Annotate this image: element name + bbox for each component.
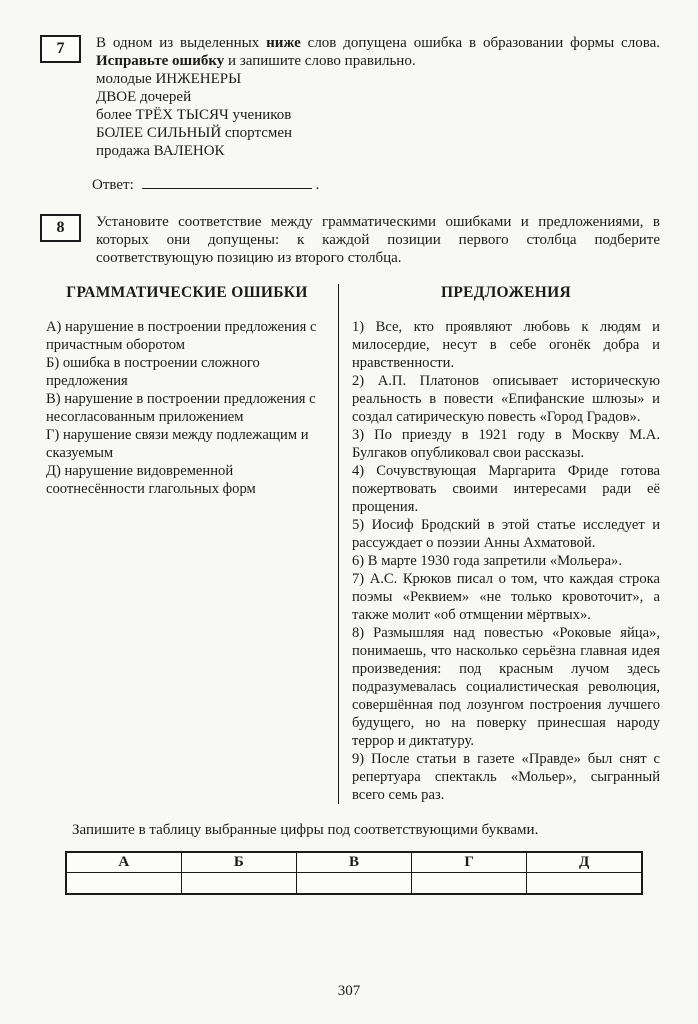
- grammar-errors-column: [40, 284, 339, 804]
- sentence-item-8: 8) Размышляя над повестью «Роковые яйца», понимаешь, что насколько серьёзна главная идея произведения: под красным лучом здесь подразумевалась социалистическая революция, совершённая под лозунгом построения лучшего будущего, но на поверку принесшая народу террор и диктатуру.: [352, 625, 660, 749]
- task-7-section: [40, 34, 660, 160]
- sentence-item-4: 4) Сочувствующая Маргарита Фриде готова пожертвовать своими интересами ради её прощения.: [352, 463, 660, 515]
- task-7-answer-row: [92, 175, 660, 194]
- task-7-body: [96, 34, 660, 160]
- task-7-intro: [96, 34, 660, 70]
- error-item-b: Б) ошибка в построении сложного предложения: [46, 355, 260, 389]
- sentence-item-2: 2) А.П. Платонов описывает историческую реальность в повести «Епифанские шлюзы» и создал сатирическую повесть «Город Градов».: [352, 373, 660, 425]
- answer-table-header-g: Г: [412, 852, 527, 873]
- task-7-number-box: 7: [40, 35, 81, 63]
- task-7-option-2: ДВОЕ дочерей: [96, 89, 192, 105]
- answer-table-header-row: [66, 852, 642, 873]
- sentence-item-1: 1) Все, кто проявляют любовь к людям и милосердие, несут в себе огонёк добра и нравственности.: [352, 319, 660, 371]
- task-8-columns: [40, 284, 660, 804]
- table-instruction: Запишите в таблицу выбранные цифры под соответствующими буквами.: [72, 822, 539, 838]
- answer-table: [65, 851, 643, 895]
- task-7-intro-bold-ispravte: Исправьте ошибку: [96, 53, 225, 69]
- task-7-intro-text-1: В одном из выделенных: [96, 35, 267, 51]
- task-7-option-4: БОЛЕЕ СИЛЬНЫЙ спортсмен: [96, 125, 293, 141]
- answer-table-header-a: А: [66, 852, 181, 873]
- sentences-column: [339, 284, 660, 804]
- answer-table-header-b: Б: [181, 852, 296, 873]
- grammar-errors-header: ГРАММАТИЧЕСКИЕ ОШИБКИ: [66, 284, 308, 301]
- sentence-item-7: 7) А.С. Крюков писал о том, что каждая строка поэмы «Реквием» «не только кровоточит», а также молит «об отмщении мёртвых».: [352, 571, 660, 623]
- answer-table-cell-d: [527, 873, 642, 895]
- task-7-option-1: молодые ИНЖЕНЕРЫ: [96, 71, 242, 87]
- sentences-header: ПРЕДЛОЖЕНИЯ: [440, 284, 572, 301]
- task-7-options: [96, 70, 660, 160]
- error-item-a: А) нарушение в построении предложения с причастным оборотом: [46, 319, 317, 353]
- sentence-item-3: 3) По приезду в 1921 году в Москву М.А. Булгаков опубликовал свои рассказы.: [352, 427, 660, 461]
- answer-table-header-v: В: [296, 852, 411, 873]
- answer-table-cell-v: [296, 873, 411, 895]
- sentence-item-6: 6) В марте 1930 года запретили «Мольера».: [352, 553, 623, 569]
- task-8-number-box: 8: [40, 214, 81, 242]
- task-7-intro-text-2: слов допущена ошибка в образовании формы слова.: [300, 35, 660, 51]
- task-8-section: [40, 213, 660, 267]
- answer-table-cell-a: [66, 873, 181, 895]
- answer-label: Ответ:: [92, 177, 134, 193]
- task-8-body: [96, 213, 660, 267]
- task-8-intro: Установите соответствие между грамматическими ошибками и предложениями, в которых они допущены: к каждой позиции первого столбца подберите соответствующую позицию из второго столбца.: [96, 214, 660, 266]
- task-7-option-5: продажа ВАЛЕНОК: [96, 143, 225, 159]
- answer-blank-line: [142, 175, 312, 189]
- task-7-intro-bold-nizhe: ниже: [266, 35, 301, 51]
- page-number: 307: [337, 983, 361, 999]
- answer-table-header-d: Д: [527, 852, 642, 873]
- error-item-v: В) нарушение в построении предложения с несогласованным приложением: [46, 391, 316, 425]
- sentence-item-5: 5) Иосиф Бродский в этой статье исследует и рассуждает о поэзии Анны Ахматовой.: [352, 517, 660, 551]
- task-7-option-3: более ТРЁХ ТЫСЯЧ учеников: [96, 107, 292, 123]
- error-item-d: Д) нарушение видовременной соотнесённости глагольных форм: [46, 463, 256, 497]
- error-item-g: Г) нарушение связи между подлежащим и сказуемым: [46, 427, 309, 461]
- answer-suffix-period: .: [315, 177, 320, 193]
- answer-table-value-row: [66, 873, 642, 895]
- answer-table-cell-b: [181, 873, 296, 895]
- answer-table-cell-g: [412, 873, 527, 895]
- sentence-item-9: 9) После статьи в газете «Правде» был снят с репертуара спектакль «Мольер», сыгранный всего семь раз.: [352, 751, 660, 803]
- task-7-intro-text-3: и запишите слово правильно.: [224, 53, 416, 69]
